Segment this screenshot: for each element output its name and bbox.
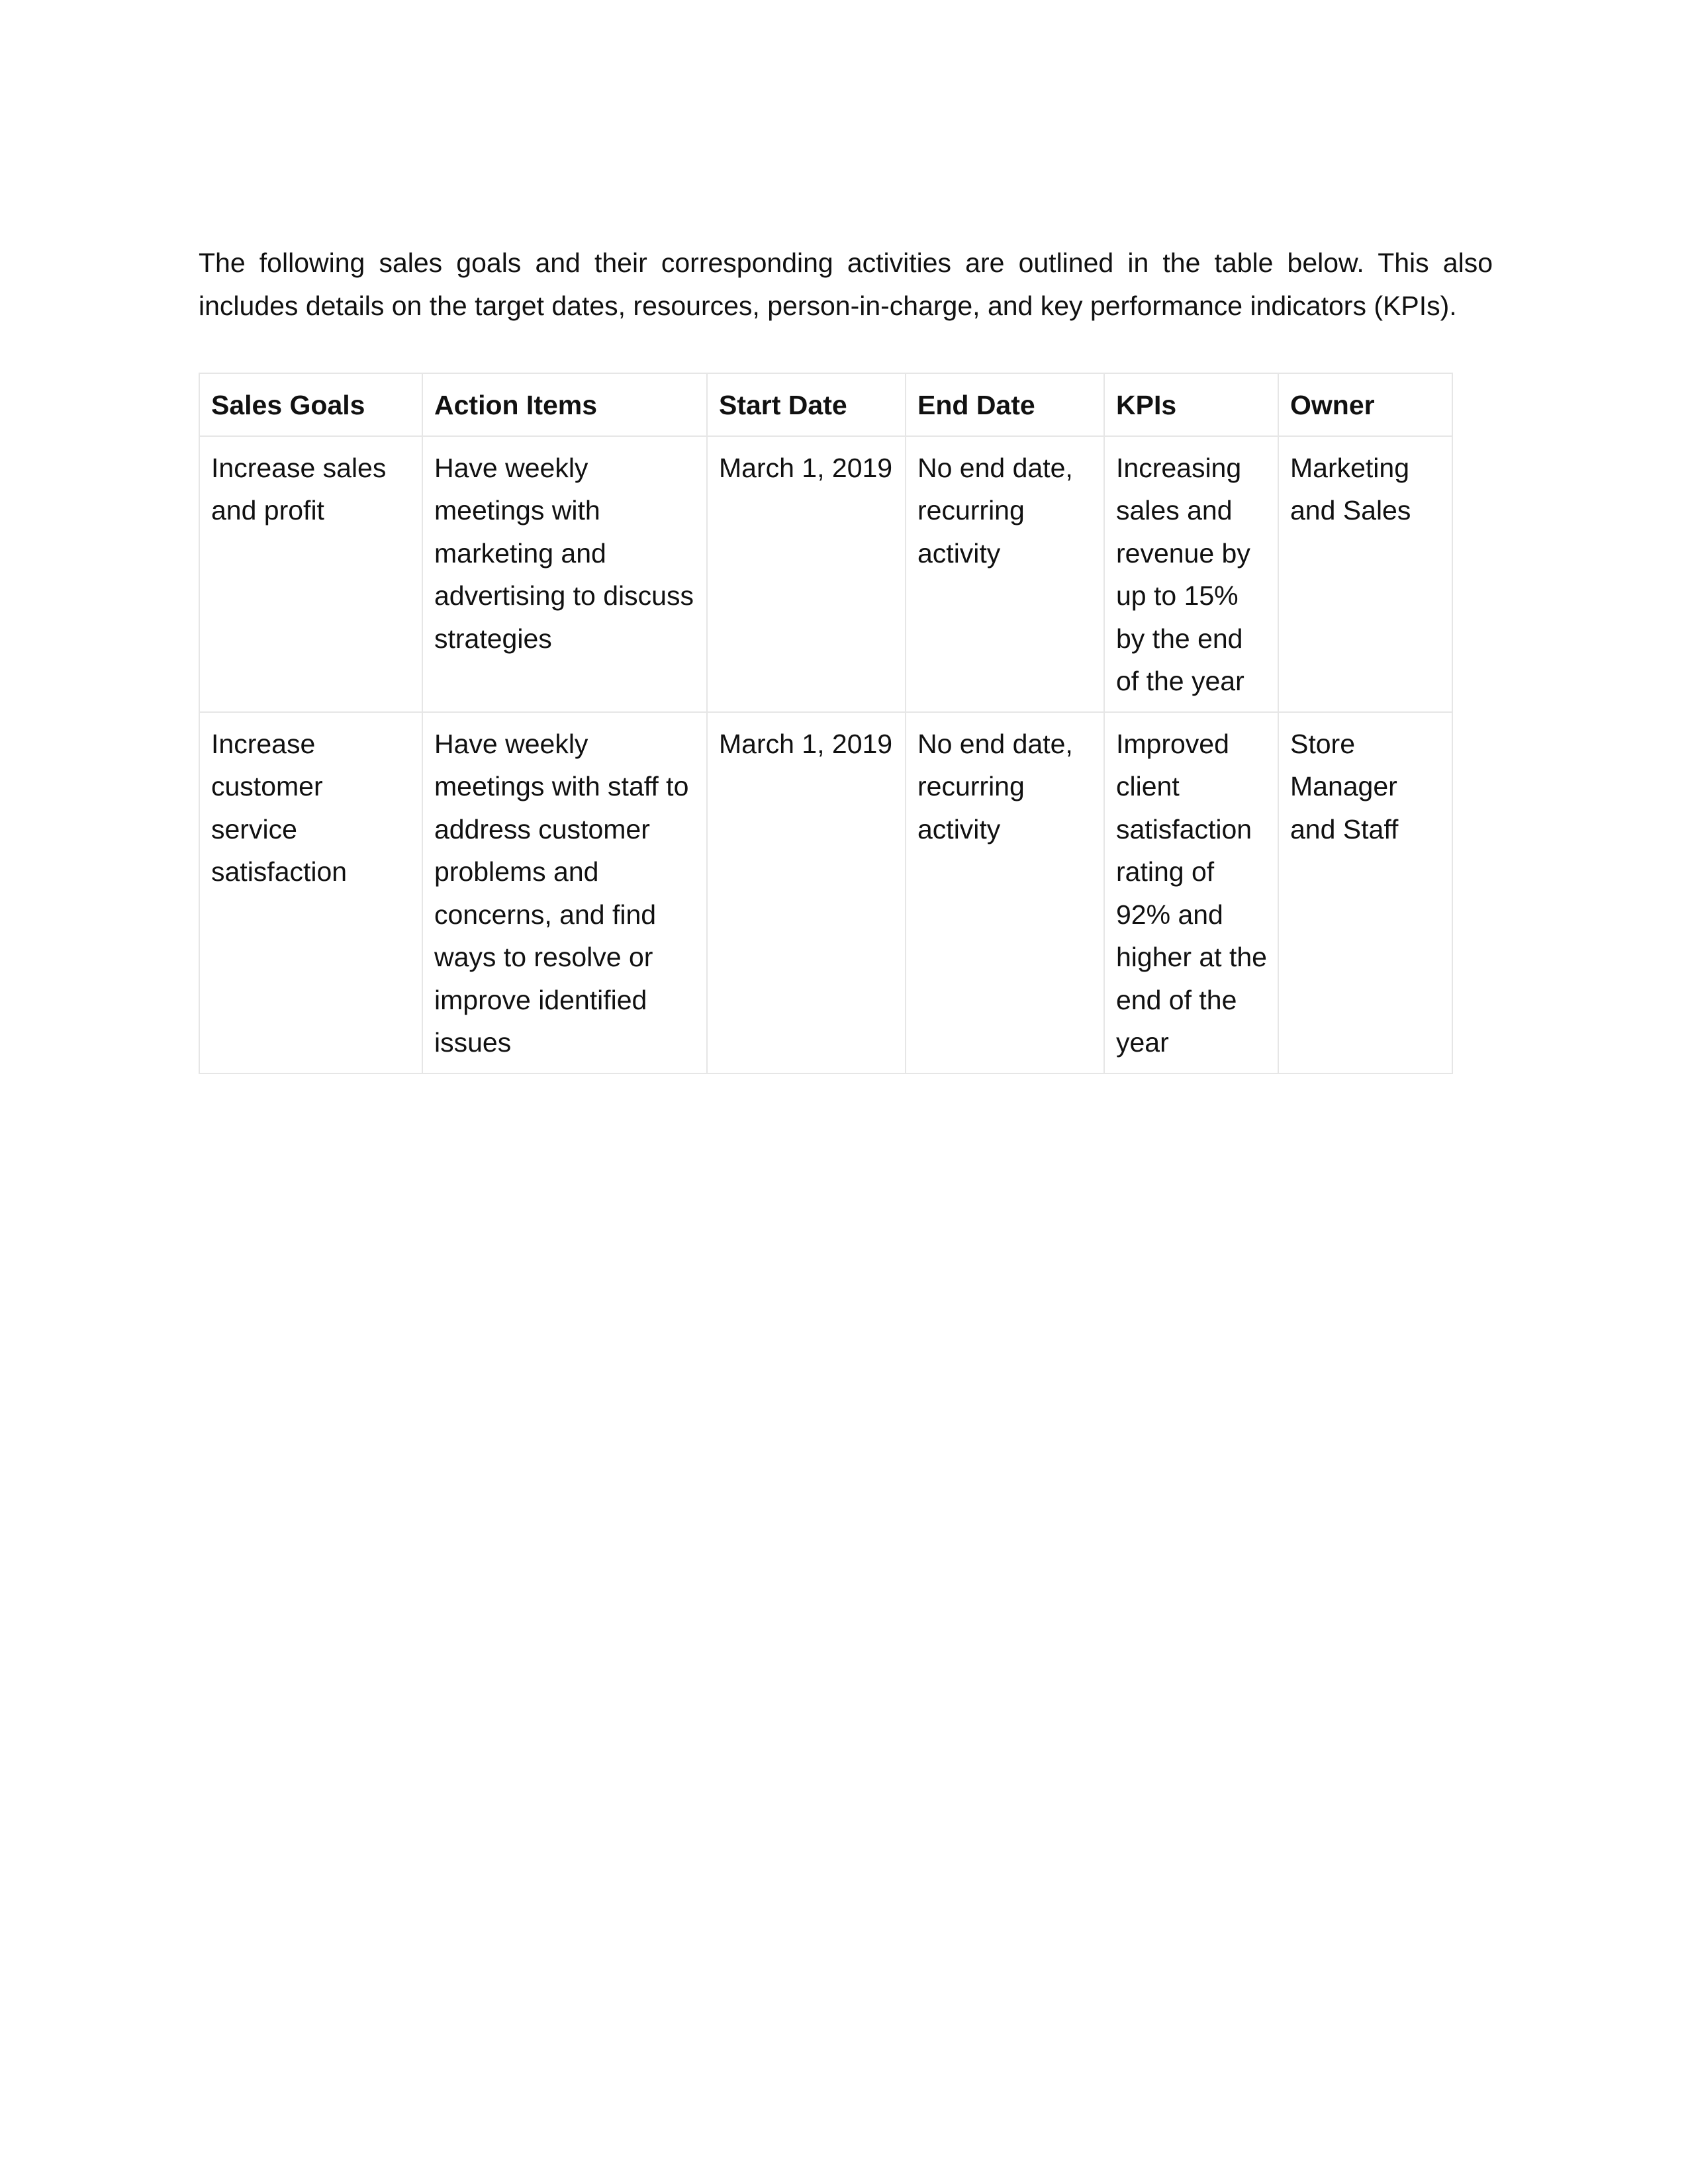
cell-kpis: Improved client satisfaction rating of 92% and higher at the end of the year xyxy=(1104,712,1278,1073)
table-row xyxy=(199,436,1452,712)
table-row xyxy=(199,712,1452,1073)
cell-owner: Marketing and Sales xyxy=(1278,436,1452,712)
cell-action-items: Have weekly meetings with marketing and advertising to discuss strategies xyxy=(422,436,707,712)
header-kpis: KPIs xyxy=(1104,373,1278,436)
cell-sales-goal: Increase sales and profit xyxy=(199,436,422,712)
header-end-date: End Date xyxy=(906,373,1104,436)
sales-goals-table xyxy=(199,373,1453,1074)
table-header-row xyxy=(199,373,1452,436)
header-start-date: Start Date xyxy=(707,373,906,436)
cell-start-date: March 1, 2019 xyxy=(707,712,906,1073)
cell-owner: Store Manager and Staff xyxy=(1278,712,1452,1073)
intro-paragraph: The following sales goals and their corresponding activities are outlined in the table below. This also includes details on the target dates, resources, person-in-charge, and key performance indicators (KPIs). xyxy=(199,248,1493,321)
cell-action-items: Have weekly meetings with staff to address customer problems and concerns, and find ways to resolve or improve identified issues xyxy=(422,712,707,1073)
header-action-items: Action Items xyxy=(422,373,707,436)
cell-end-date: No end date, recurring activity xyxy=(906,436,1104,712)
cell-end-date: No end date, recurring activity xyxy=(906,712,1104,1073)
header-sales-goals: Sales Goals xyxy=(199,373,422,436)
cell-kpis: Increasing sales and revenue by up to 15% by the end of the year xyxy=(1104,436,1278,712)
cell-sales-goal: Increase customer service satisfaction xyxy=(199,712,422,1073)
header-owner: Owner xyxy=(1278,373,1452,436)
cell-start-date: March 1, 2019 xyxy=(707,436,906,712)
